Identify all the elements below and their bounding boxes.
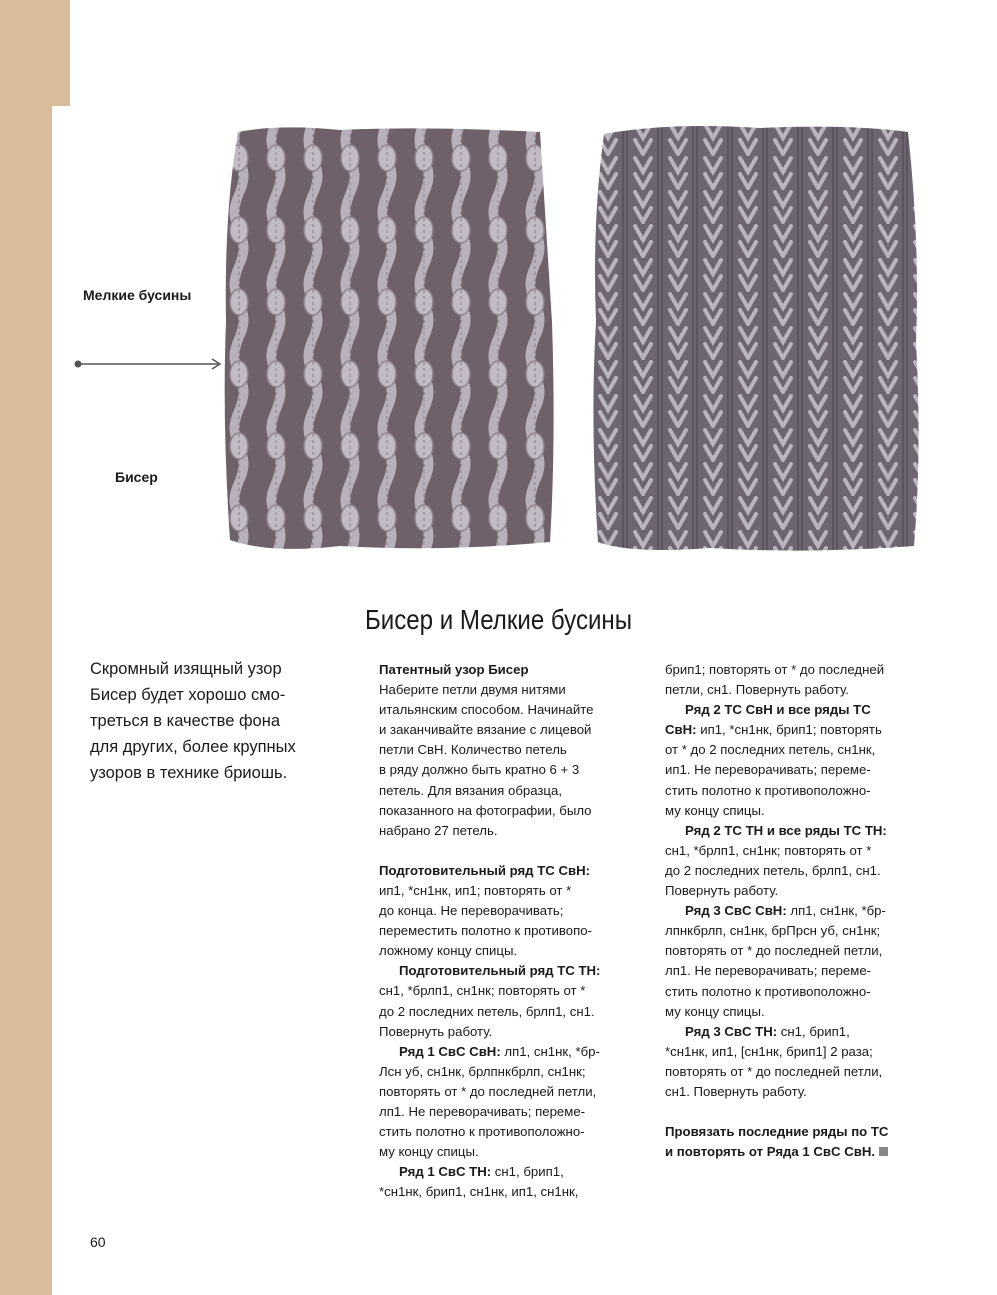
text-line: сн1, *брлп1, сн1нк; повторять от * <box>665 842 872 858</box>
end-square-icon <box>879 1147 888 1156</box>
text-line: набрано 27 петель. <box>379 822 498 838</box>
text-line: Наберите петли двумя нитями <box>379 682 566 698</box>
swatch-photo-melkie-businy <box>220 122 560 554</box>
row-heading: Ряд 2 ТС ТН и все ряды ТС ТН: <box>685 822 887 838</box>
text-line: и заканчивайте вязание с лицевой <box>379 722 592 738</box>
text-line: петли СвН. Количество петель <box>379 742 567 758</box>
pointer-arrow <box>74 356 226 372</box>
row-text: сн1, брип1, <box>491 1164 564 1180</box>
text-line <box>665 1022 930 1042</box>
text-line: му концу спицы. <box>379 1144 479 1160</box>
intro-line: Бисер будет хорошо смо- <box>90 686 286 704</box>
intro-text <box>90 656 335 786</box>
text-line: петель. Для вязания образца, <box>379 782 562 798</box>
text-line: *сн1нк, ип1, [сн1нк, брип1] 2 раза; <box>665 1043 873 1059</box>
text-line: ип1. Не переворачивать; переме- <box>665 762 871 778</box>
text-line: от * до 2 последних петель, сн1нк, <box>665 742 876 758</box>
section-heading: Патентный узор Бисер <box>379 662 529 677</box>
text-line: повторять от * до последней петли, <box>665 943 883 959</box>
row-text: лп1, сн1нк, *бр- <box>786 903 886 919</box>
text-line <box>379 1162 644 1182</box>
text-line: сн1, *брлп1, сн1нк; повторять от * <box>379 983 586 999</box>
swatch-label-melkie-businy: Мелкие бусины <box>83 287 192 303</box>
text-line: стить полотно к противоположно- <box>665 983 871 999</box>
row-heading: Подготовительный ряд ТС ТН: <box>399 963 601 979</box>
intro-line: треться в качестве фона <box>90 712 280 730</box>
text-line: Повернуть работу. <box>379 1023 493 1039</box>
row-heading: Ряд 3 СвС СвН: <box>685 903 787 919</box>
side-color-strip <box>0 0 52 1295</box>
instructions-column-2 <box>665 660 930 1162</box>
row-text: ип1, *сн1нк, брип1; повторять <box>696 722 882 738</box>
text-line: ип1, *сн1нк, ип1; повторять от * <box>379 882 572 898</box>
row-heading: Ряд 1 СвС СвН: <box>399 1043 501 1059</box>
text-line: повторять от * до последней петли, <box>665 1063 883 1079</box>
text-line: переместить полотно к противопо- <box>379 923 592 939</box>
swatch-photo-biser <box>590 122 924 554</box>
row-text: сн1, брип1, <box>777 1023 850 1039</box>
text-line: петли, сн1. Повернуть работу. <box>665 682 849 698</box>
text-line: му концу спицы. <box>665 1003 765 1019</box>
instructions-column-1 <box>379 660 644 1202</box>
closing-instruction: Провязать последние ряды по ТС <box>665 1124 889 1140</box>
text-line: до конца. Не переворачивать; <box>379 903 564 919</box>
text-line: му концу спицы. <box>665 802 765 818</box>
swatch-label-biser: Бисер <box>115 469 158 485</box>
intro-line: для других, более крупных <box>90 738 296 756</box>
text-line: показанного на фотографии, было <box>379 802 592 818</box>
row-heading: Подготовительный ряд ТС СвН: <box>379 862 591 878</box>
text-line <box>665 901 930 921</box>
text-line <box>379 1042 644 1062</box>
text-line: в ряду должно быть кратно 6 + 3 <box>379 762 580 778</box>
text-line: Лсн уб, сн1нк, брлпнкбрлп, сн1нк; <box>379 1063 586 1079</box>
text-line: до 2 последних петель, брлп1, сн1. <box>379 1003 595 1019</box>
row-heading: СвН: <box>665 722 697 738</box>
intro-line: Скромный изящный узор <box>90 660 282 678</box>
text-line: лпнкбрлп, сн1нк, брПрсн уб, сн1нк; <box>665 923 881 939</box>
corner-tab <box>0 0 70 106</box>
text-line: Повернуть работу. <box>665 883 779 899</box>
text-line: брип1; повторять от * до последней <box>665 662 885 677</box>
row-heading: Ряд 1 СвС ТН: <box>399 1164 492 1180</box>
text-line: повторять от * до последней петли, <box>379 1083 597 1099</box>
closing-instruction: и повторять от Ряда 1 СвС СвН. <box>665 1144 876 1160</box>
text-line <box>665 720 930 740</box>
row-text: лп1, сн1нк, *бр- <box>500 1043 600 1059</box>
row-heading: Ряд 3 СвС ТН: <box>685 1023 778 1039</box>
text-line <box>665 1142 930 1162</box>
page-title: Бисер и Мелкие бусины <box>364 604 633 635</box>
text-line: *сн1нк, брип1, сн1нк, ип1, сн1нк, <box>379 1184 579 1200</box>
text-line: сн1. Повернуть работу. <box>665 1083 807 1099</box>
row-heading: Ряд 2 ТС СвН и все ряды ТС <box>685 702 871 718</box>
text-line: до 2 последних петель, брлп1, сн1. <box>665 862 881 878</box>
text-line: лп1. Не переворачивать; переме- <box>379 1103 586 1119</box>
text-line: лп1. Не переворачивать; переме- <box>665 963 872 979</box>
text-line: стить полотно к противоположно- <box>379 1124 585 1140</box>
text-line: стить полотно к противоположно- <box>665 782 871 798</box>
page-number: 60 <box>90 1234 106 1250</box>
intro-line: узоров в технике бриошь. <box>90 764 288 782</box>
text-line: итальянским способом. Начинайте <box>379 702 594 718</box>
text-line: ложному концу спицы. <box>379 943 518 959</box>
